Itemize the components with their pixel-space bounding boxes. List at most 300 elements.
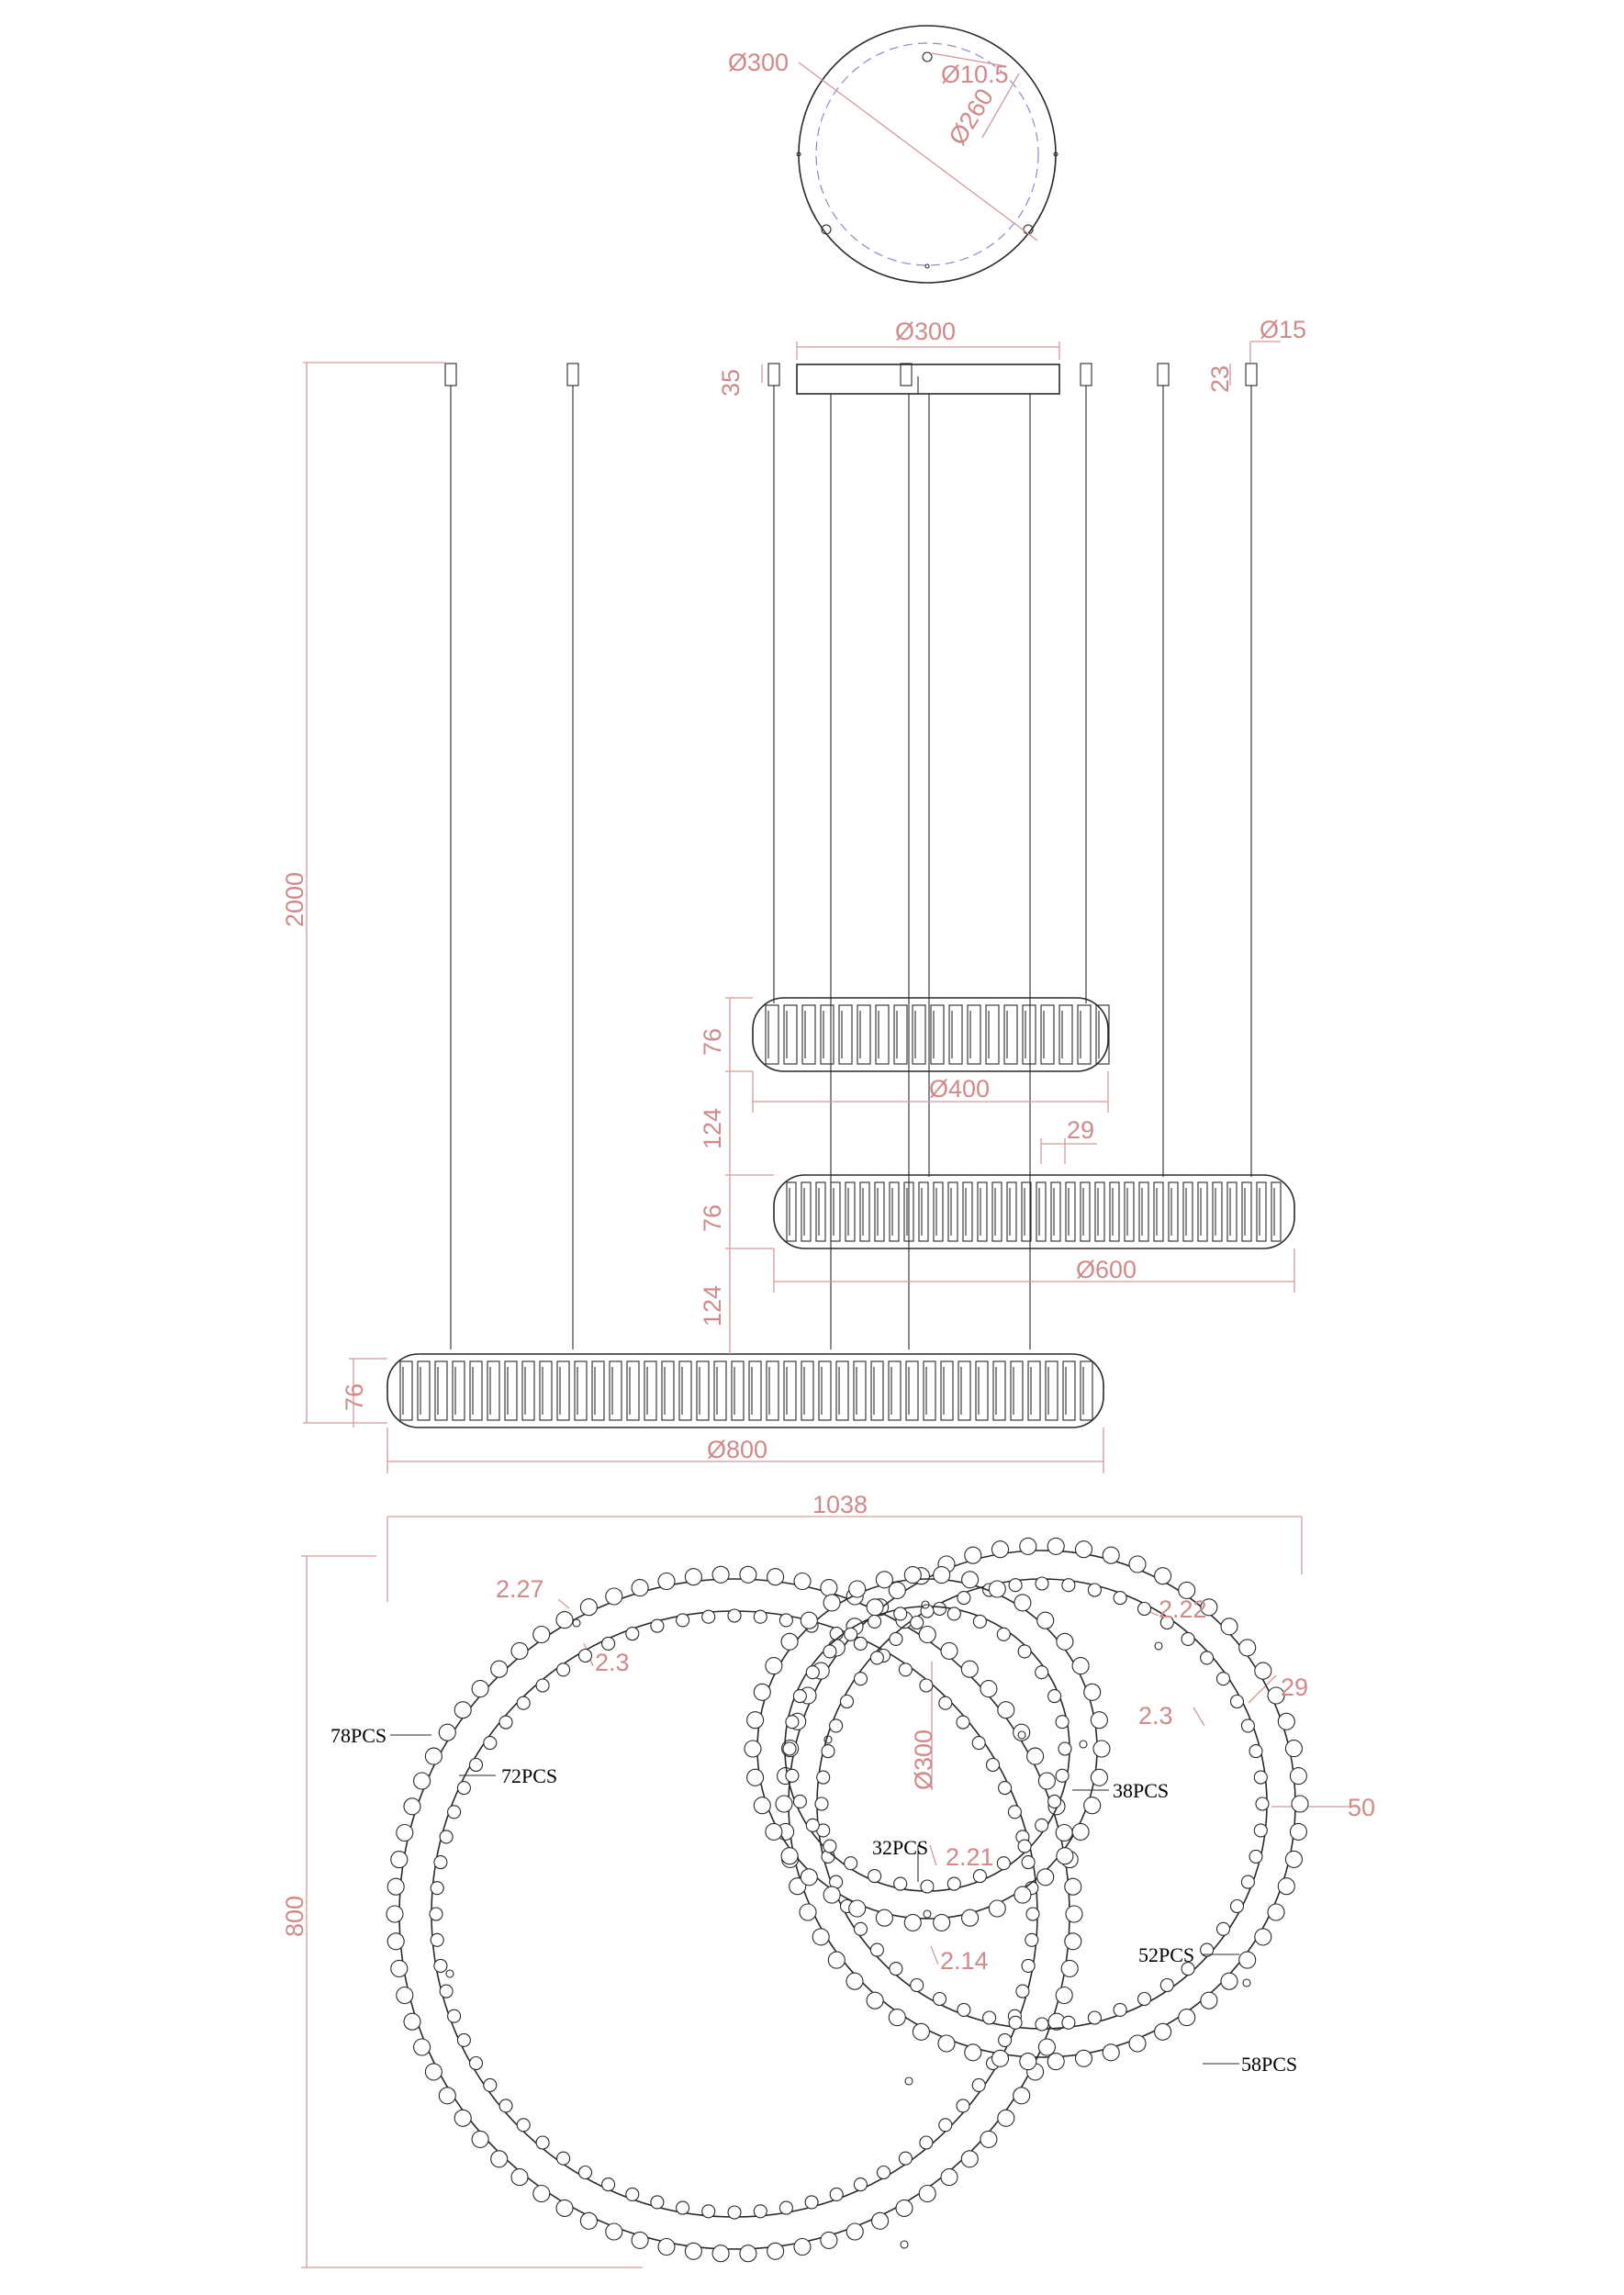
crystal-segment	[1004, 1005, 1017, 1064]
crystal-bead	[556, 2200, 573, 2216]
crystal-bead	[470, 1759, 483, 1772]
crystal-bead	[499, 1716, 512, 1729]
crystal-segment	[784, 1005, 797, 1064]
crystal-bead	[889, 2010, 905, 2026]
crystal-segment	[876, 1005, 889, 1064]
crystal-bead	[431, 1933, 443, 1946]
crystal-segment	[890, 1182, 899, 1241]
crystal-bead	[1056, 1825, 1072, 1842]
crystal-bead	[973, 1615, 986, 1628]
crystal-bead	[1022, 1856, 1035, 1869]
crystal-bead	[391, 1960, 408, 1976]
crystal-bead	[425, 2064, 442, 2080]
crystal-bead	[958, 1592, 970, 1605]
crystal-bead	[919, 2186, 935, 2202]
crystal-bead	[677, 1614, 689, 1627]
crystal-bead	[980, 1681, 997, 1697]
crystal-segment	[1051, 1182, 1060, 1241]
crystal-bead	[961, 1661, 978, 1677]
crystal-segment	[1081, 1361, 1092, 1420]
crystal-bead	[1057, 1848, 1073, 1864]
crystal-bead	[579, 1650, 592, 1662]
crystal-segment	[924, 1361, 935, 1420]
crystal-bead	[846, 2223, 863, 2240]
crystal-bead	[894, 1877, 907, 1890]
crystal-bead	[1182, 1632, 1194, 1645]
beads-52pcs-label: 52PCS	[1138, 1943, 1195, 1966]
crystal-segment	[522, 1361, 534, 1420]
wire-clip-height-label: 23	[1206, 364, 1234, 393]
crystal-bead	[1088, 1584, 1101, 1596]
crystal-segment	[839, 1005, 852, 1064]
crystal-segment	[470, 1361, 482, 1420]
crystal-bead	[1036, 2018, 1048, 2031]
crystal-bead	[1290, 1768, 1306, 1785]
crystal-bead	[517, 2119, 530, 2132]
crystal-bead	[1027, 1748, 1044, 1764]
crystal-bead	[1268, 1904, 1284, 1920]
crystal-bead	[992, 1541, 1009, 1558]
crystal-bead	[1020, 1538, 1036, 1554]
crystal-bead	[899, 1663, 912, 1676]
crystal-bead	[1091, 1712, 1107, 1729]
crystal-bead	[965, 2044, 981, 2061]
crystal-bead	[793, 1690, 806, 1703]
crystal-bead	[1065, 1878, 1081, 1895]
crystal-bead	[854, 2178, 867, 2191]
crystal-bead	[740, 2245, 756, 2262]
wire-clip-dia-label: Ø15	[1260, 316, 1307, 343]
crystal-bead	[1047, 2054, 1064, 2070]
crystal-segment	[857, 1005, 870, 1064]
crystal-bead	[779, 2201, 792, 2214]
crystal-bead	[470, 2057, 483, 2070]
crystal-bead	[651, 1619, 664, 1632]
small-ring-height-label: 76	[699, 1027, 726, 1056]
crystal-bead	[626, 2188, 639, 2200]
crystal-bead	[766, 1658, 782, 1674]
crystal-bead	[1008, 1806, 1021, 1819]
crystal-bead	[557, 2152, 570, 2165]
crystal-bead	[947, 1607, 960, 1620]
crystal-bead	[890, 1963, 902, 1976]
crystal-segment	[958, 1361, 970, 1420]
crystal-segment	[1227, 1182, 1237, 1241]
canopy-width-label: Ø300	[895, 318, 957, 345]
crystal-bead	[606, 2223, 622, 2240]
crystal-bead	[822, 1745, 834, 1758]
crystal-bead	[484, 2078, 497, 2091]
crystal-bead	[1076, 2050, 1092, 2066]
crystal-bead	[754, 1684, 770, 1700]
crystal-bead	[855, 1673, 868, 1685]
crystal-bead	[511, 1642, 528, 1659]
crystal-bead	[870, 1651, 883, 1664]
crystal-segment	[1213, 1182, 1222, 1241]
crystal-bead	[1036, 1819, 1048, 1831]
crystal-bead	[1036, 1577, 1048, 1590]
crystal-bead	[1091, 1769, 1107, 1786]
canopy-outer-dia-label: Ø300	[728, 49, 790, 76]
crystal-bead	[386, 1906, 403, 1922]
crystal-bead	[1103, 2044, 1119, 2061]
crystal-bead	[391, 1852, 408, 1868]
crystal-bead	[806, 1819, 819, 1831]
crystal-segment	[1169, 1182, 1178, 1241]
front-view	[303, 341, 1294, 1473]
crystal-bead	[989, 1581, 1005, 1597]
crystal-segment	[732, 1361, 744, 1420]
crystal-bead	[472, 2131, 488, 2147]
crystal-bead	[606, 1588, 622, 1605]
crystal-bead	[997, 1857, 1010, 1870]
crystal-bead	[921, 1880, 934, 1893]
crystal-segment	[487, 1361, 499, 1420]
crystal-bead	[805, 2196, 818, 2209]
crystal-bead	[939, 1696, 952, 1709]
crystal-segment	[846, 1182, 855, 1241]
beads-72pcs-label: 72PCS	[501, 1764, 558, 1787]
crystal-bead	[1255, 1662, 1271, 1679]
crystal-segment	[505, 1361, 517, 1420]
gap-small-medium-label: 124	[699, 1107, 726, 1149]
crystal-bead	[806, 1666, 819, 1679]
crystal-bead	[1014, 2088, 1030, 2104]
crystal-bead	[1221, 1618, 1238, 1635]
crystal-bead	[712, 2245, 729, 2262]
canopy-height-label: 35	[717, 368, 745, 397]
crystal-bead	[998, 1702, 1014, 1718]
crystal-segment	[749, 1361, 761, 1420]
crystal-bead	[439, 2088, 455, 2104]
crystal-segment	[993, 1361, 1005, 1420]
crystal-bead	[454, 1702, 471, 1718]
crystal-bead	[1129, 2035, 1146, 2052]
beads-32pcs-label: 32PCS	[872, 1836, 929, 1859]
overall-depth-label: 800	[281, 1895, 308, 1937]
crystal-bead	[1016, 1985, 1029, 1998]
crystal-segment	[854, 1361, 866, 1420]
crystal-bead	[431, 1882, 443, 1895]
crystal-bead	[972, 2078, 985, 2091]
crystal-bead	[1048, 1795, 1061, 1808]
crystal-segment	[1257, 1182, 1266, 1241]
crystal-bead	[1239, 1640, 1256, 1656]
crystal-bead	[658, 1573, 675, 1590]
crystal-bead	[999, 2033, 1012, 2046]
crystal-segment	[592, 1361, 604, 1420]
beads-78pcs-label: 78PCS	[330, 1724, 387, 1747]
beads-38pcs-label: 38PCS	[1113, 1779, 1170, 1802]
crystal-bead	[1217, 1922, 1230, 1935]
canopy-hole-dia-label: Ø10.5	[941, 61, 1009, 88]
crystal-bead	[1201, 1651, 1214, 1664]
crystal-bead	[961, 2151, 978, 2167]
crystal-bead	[434, 1856, 447, 1869]
crystal-bead	[872, 2212, 889, 2229]
crystal-bead	[896, 2200, 913, 2216]
crystal-bead	[899, 2152, 912, 2165]
crystal-bead	[794, 1573, 811, 1590]
dim-29-label: 29	[1281, 1674, 1309, 1701]
crystal-bead	[557, 1663, 570, 1676]
crystal-bead	[1201, 1992, 1217, 2009]
crystal-bead	[1009, 1579, 1022, 1592]
crystal-bead	[425, 1748, 442, 1764]
crystal-bead	[821, 2232, 837, 2248]
crystal-bead	[919, 1627, 935, 1643]
crystal-bead	[1038, 2039, 1055, 2055]
crystal-bead	[434, 1959, 447, 1972]
crystal-bead	[997, 1628, 1010, 1640]
crystal-bead	[440, 1830, 453, 1843]
crystal-bead	[1065, 1933, 1081, 1950]
crystal-bead	[867, 1992, 883, 2009]
crystal-bead	[962, 1572, 979, 1588]
crystal-segment	[679, 1361, 691, 1420]
crystal-bead	[868, 1870, 881, 1883]
crystal-segment	[992, 1182, 1002, 1241]
crystal-bead	[702, 2205, 715, 2218]
crystal-segment	[906, 1361, 918, 1420]
crystal-segment	[1271, 1182, 1281, 1241]
crystal-bead	[517, 1696, 530, 1709]
crystal-bead	[1155, 1568, 1171, 1584]
crystal-bead	[533, 1627, 550, 1643]
crystal-segment	[784, 1361, 796, 1420]
crystal-bead	[801, 1612, 817, 1629]
crystal-bead	[1239, 1952, 1256, 1968]
crystal-bead	[1221, 1973, 1238, 1989]
crystal-bead	[1088, 2011, 1101, 2024]
crystal-bead	[745, 1741, 761, 1757]
crystal-bead	[1249, 1745, 1262, 1758]
crystal-bead	[766, 1823, 782, 1840]
crystal-segment	[453, 1361, 465, 1420]
dim-2-22-label: 2.22	[1159, 1595, 1207, 1623]
crystal-bead	[786, 1716, 799, 1729]
crystal-bead	[815, 1797, 828, 1810]
crystal-bead	[941, 2169, 958, 2186]
crystal-bead	[1285, 1851, 1302, 1867]
crystal-bead	[1155, 2023, 1171, 2040]
crystal-bead	[823, 1645, 836, 1658]
crystal-bead	[867, 1599, 883, 1616]
crystal-segment	[1154, 1182, 1163, 1241]
crystal-bead	[1020, 2054, 1036, 2070]
crystal-bead	[1048, 1690, 1061, 1703]
crystal-bead	[747, 1712, 764, 1729]
canopy-top-view	[797, 26, 1058, 283]
crystal-bead	[920, 1679, 933, 1692]
crystal-segment	[913, 1005, 925, 1064]
crystal-bead	[855, 1922, 868, 1935]
crystal-bead	[841, 1696, 854, 1708]
crystal-bead	[934, 1993, 946, 2006]
crystal-segment	[557, 1361, 569, 1420]
crystal-bead	[1062, 2016, 1075, 2029]
crystal-segment	[816, 1182, 825, 1241]
crystal-segment	[644, 1361, 656, 1420]
crystal-bead	[870, 1943, 883, 1956]
crystal-segment	[919, 1182, 928, 1241]
crystal-segment	[697, 1361, 709, 1420]
crystal-bead	[1084, 1797, 1101, 1814]
crystal-segment	[831, 1182, 840, 1241]
crystal-bead	[1038, 1773, 1055, 1789]
crystal-bead	[1254, 1771, 1267, 1784]
crystal-bead	[1061, 1960, 1078, 1976]
crystal-bead	[1292, 1796, 1308, 1812]
crystal-segment	[766, 1005, 778, 1064]
dim-50-label: 50	[1348, 1794, 1376, 1821]
crystal-segment	[1096, 1005, 1109, 1064]
crystal-bead	[998, 2110, 1014, 2126]
crystal-bead	[957, 1716, 969, 1729]
crystal-bead	[1249, 1850, 1262, 1863]
crystal-segment	[963, 1182, 972, 1241]
crystal-bead	[776, 1796, 792, 1812]
crystal-bead	[754, 2205, 767, 2218]
crystal-bead	[781, 1848, 798, 1864]
crystal-bead	[913, 2023, 929, 2040]
crystal-segment	[931, 1005, 944, 1064]
crystal-bead	[920, 2136, 933, 2149]
crystal-bead	[1285, 1741, 1302, 1757]
crystal-segment	[934, 1182, 943, 1241]
crystal-bead	[1256, 1797, 1269, 1810]
beads-58pcs-label: 58PCS	[1241, 2053, 1298, 2076]
crystal-bead	[767, 1569, 784, 1585]
crystal-bead	[754, 1610, 767, 1623]
small-ring-dia-label: Ø400	[929, 1075, 991, 1103]
crystal-bead	[685, 1569, 701, 1585]
crystal-segment	[1183, 1182, 1193, 1241]
crystal-bead	[911, 1979, 924, 1992]
crystal-bead	[536, 1679, 549, 1692]
crystal-segment	[801, 1182, 811, 1241]
crystal-bead	[989, 1900, 1005, 1917]
crystal-segment	[1078, 1005, 1091, 1064]
medium-ring-dia-label: Ø600	[1076, 1256, 1137, 1283]
crystal-segment	[435, 1361, 447, 1420]
crystal-bead	[894, 1607, 907, 1620]
crystal-bead	[536, 2136, 549, 2149]
crystal-bead	[876, 1572, 892, 1588]
crystal-bead	[794, 2239, 811, 2256]
crystal-bead	[934, 1603, 946, 1616]
crystal-bead	[414, 1773, 431, 1789]
crystal-segment	[1110, 1182, 1119, 1241]
crystal-bead	[783, 1742, 796, 1755]
crystal-bead	[1278, 1713, 1294, 1730]
crystal-bead	[1114, 2003, 1126, 2016]
crystal-segment	[875, 1182, 884, 1241]
crystal-bead	[1254, 1824, 1267, 1837]
crystal-bead	[740, 1566, 756, 1583]
crystal-bead	[878, 2166, 890, 2179]
crystal-bead	[1037, 1612, 1054, 1629]
crystal-bead	[849, 1581, 866, 1597]
gap-medium-large-label: 124	[699, 1284, 726, 1327]
crystal-segment	[1028, 1361, 1040, 1420]
crystal-bead	[1084, 1684, 1101, 1700]
crystal-bead	[1018, 1840, 1031, 1853]
crystal-bead	[448, 1806, 461, 1819]
plan-canopy-dia-label: Ø300	[910, 1729, 937, 1790]
crystal-bead	[440, 1985, 453, 1998]
crystal-bead	[849, 1900, 866, 1917]
crystal-segment	[1023, 1005, 1036, 1064]
crystal-bead	[712, 1566, 729, 1583]
crystal-segment	[540, 1361, 552, 1420]
crystal-segment	[949, 1005, 962, 1064]
crystal-segment	[801, 1361, 813, 1420]
dim-2-3-left-label: 2.3	[595, 1649, 630, 1676]
crystal-segment	[948, 1182, 958, 1241]
crystal-segment	[1198, 1182, 1207, 1241]
crystal-segment	[1081, 1182, 1090, 1241]
crystal-bead	[579, 2166, 592, 2179]
crystal-bead	[823, 1886, 840, 1903]
crystal-bead	[987, 1759, 1000, 1772]
crystal-bead	[1241, 1875, 1254, 1888]
crystal-segment	[968, 1005, 980, 1064]
crystal-bead	[992, 2050, 1009, 2066]
crystal-bead	[812, 1929, 829, 1945]
crystal-segment	[871, 1361, 883, 1420]
crystal-bead	[1129, 1556, 1146, 1573]
crystal-bead	[972, 1737, 985, 1750]
crystal-segment	[1125, 1182, 1134, 1241]
crystal-segment	[1095, 1182, 1104, 1241]
crystal-bead	[934, 1914, 950, 1931]
canopy-bolt-circle-label: Ø260	[943, 84, 1000, 151]
crystal-bead	[511, 2169, 528, 2186]
crystal-bead	[980, 2131, 997, 2147]
crystal-bead	[1231, 1900, 1244, 1913]
crystal-bead	[414, 2039, 431, 2055]
crystal-bead	[702, 1610, 715, 1623]
crystal-bead	[685, 2243, 701, 2259]
crystal-bead	[491, 1661, 508, 1677]
crystal-bead	[821, 1580, 837, 1596]
crystal-bead	[779, 1614, 792, 1627]
crystal-bead	[1138, 1603, 1151, 1616]
crystal-bead	[1066, 1906, 1082, 1922]
crystal-bead	[580, 1599, 597, 1616]
crystal-bead	[1057, 1633, 1073, 1650]
crystal-segment	[627, 1361, 639, 1420]
crystal-bead	[958, 2003, 970, 2016]
crystal-bead	[876, 1909, 892, 1926]
crystal-bead	[1009, 2016, 1022, 2029]
crystal-bead	[1062, 1579, 1075, 1592]
crystal-bead	[1026, 1908, 1039, 1920]
crystal-segment	[821, 1005, 834, 1064]
crystal-bead	[1036, 1666, 1048, 1679]
crystal-bead	[632, 2232, 648, 2248]
crystal-bead	[1093, 1741, 1110, 1757]
crystal-bead	[472, 1681, 488, 1697]
dim-2-27-label: 2.27	[496, 1575, 544, 1603]
crystal-bead	[491, 2151, 508, 2167]
crystal-bead	[890, 1632, 902, 1645]
crystal-bead	[397, 1825, 413, 1842]
crystal-bead	[793, 1795, 806, 1808]
crystal-bead	[1072, 1823, 1089, 1840]
crystal-bead	[1241, 1719, 1254, 1732]
